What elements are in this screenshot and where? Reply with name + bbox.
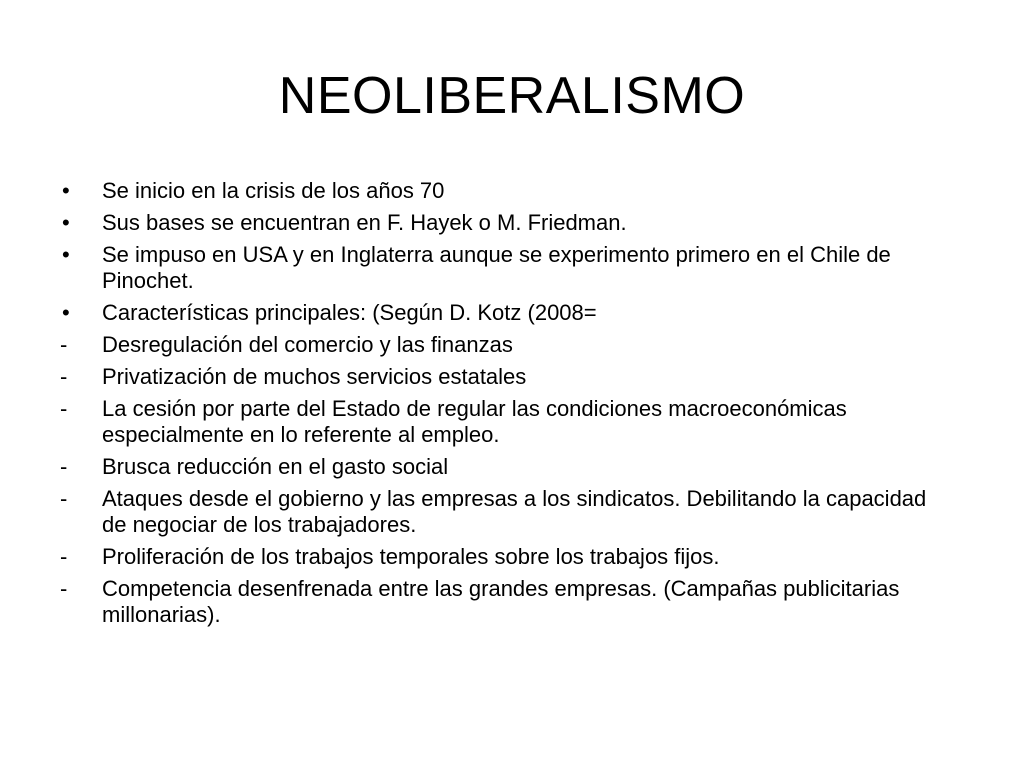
list-item — [56, 178, 956, 204]
list-item — [56, 396, 956, 448]
list-item — [56, 544, 956, 570]
list-item-text: Ataques desde el gobierno y las empresas a los sindicatos. Debilitando la capacidad de negociar de los trabajadores. — [102, 486, 927, 537]
list-item-text: Características principales: (Según D. Kotz (2008= — [102, 300, 597, 325]
bullet-marker: • — [62, 242, 70, 267]
list-item — [56, 364, 956, 390]
list-item — [56, 300, 956, 326]
slide-title: NEOLIBERALISMO — [278, 67, 746, 125]
list-item — [56, 486, 956, 538]
dash-marker: - — [60, 364, 68, 389]
dash-marker: - — [60, 576, 68, 601]
list-item-text: Brusca reducción en el gasto social — [102, 454, 449, 479]
bullet-marker: • — [62, 178, 70, 203]
list-item — [56, 242, 956, 294]
bullet-marker: • — [62, 300, 70, 325]
list-item — [56, 576, 956, 628]
bullet-marker: • — [62, 210, 70, 235]
list-item-text: Privatización de muchos servicios estatales — [102, 364, 527, 389]
list-item-text: Desregulación del comercio y las finanzas — [102, 332, 513, 357]
list-item — [56, 210, 956, 236]
dash-marker: - — [60, 454, 68, 479]
list-item-text: Se impuso en USA y en Inglaterra aunque se experimento primero en el Chile de Pinochet. — [102, 242, 891, 293]
dash-marker: - — [60, 396, 68, 421]
list-item-text: Competencia desenfrenada entre las grandes empresas. (Campañas publicitarias millonarias). — [102, 576, 900, 627]
dash-marker: - — [60, 486, 68, 511]
list-item — [56, 332, 956, 358]
list-item — [56, 454, 956, 480]
list-item-text: Proliferación de los trabajos temporales sobre los trabajos fijos. — [102, 544, 720, 569]
dash-marker: - — [60, 544, 68, 569]
bullet-list — [56, 178, 956, 634]
list-item-text: La cesión por parte del Estado de regular las condiciones macroeconómicas especialmente en lo referente al empleo. — [102, 396, 847, 447]
list-item-text: Se inicio en la crisis de los años 70 — [102, 178, 445, 203]
dash-marker: - — [60, 332, 68, 357]
list-item-text: Sus bases se encuentran en F. Hayek o M. Friedman. — [102, 210, 627, 235]
